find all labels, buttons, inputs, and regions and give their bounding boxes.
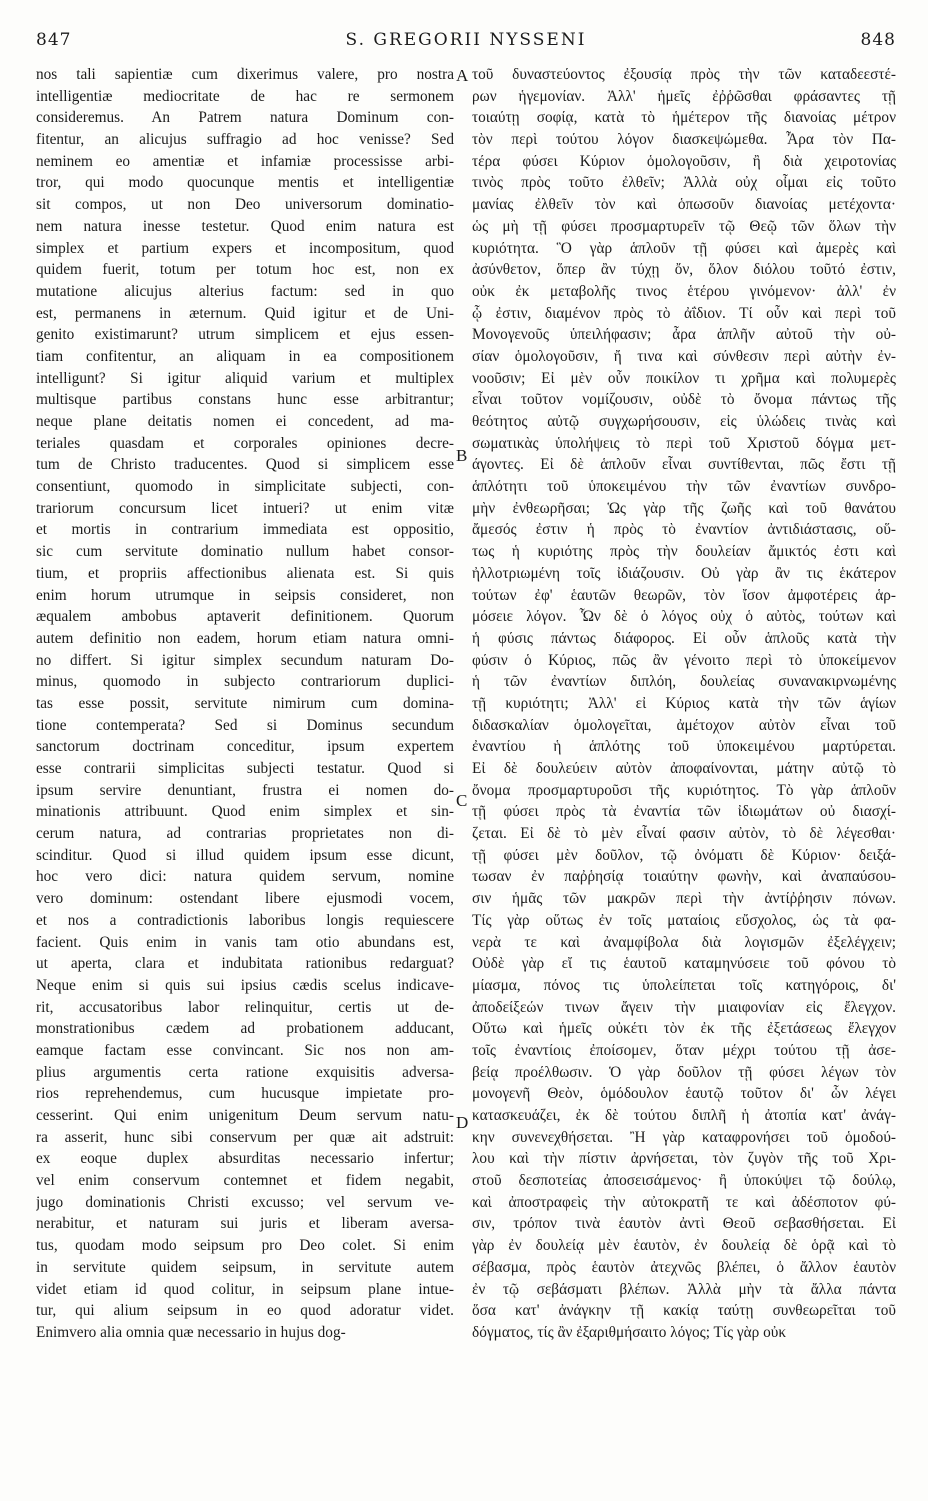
greek-text-line: Οὐδὲ γὰρ εἴ τις ἑαυτοῦ καταμηνύσειε τοῦ φόνου τὸ bbox=[472, 955, 896, 973]
greek-text-line: ἀσύνθετον, ὅπερ ἂν τύχῃ ὄν, ὅλον διόλου τοῦτό ἐστιν, bbox=[472, 261, 896, 279]
latin-text-line: est, permanens in æternum. Quid igitur et de Uni- bbox=[36, 304, 454, 322]
greek-text-line: σιν, τρόπον τινὰ ἑαυτὸν ἀντὶ Θεοῦ σεβασθήσεται. Εἰ bbox=[472, 1215, 896, 1233]
greek-column bbox=[472, 64, 896, 1494]
section-marker-d: D bbox=[456, 1113, 469, 1132]
greek-text-line: τέρα φύσει Κύριον ὁμολογοῦσιν, ἢ διὰ χειροτονίας bbox=[472, 152, 896, 170]
running-title: S. GREGORII NYSSENI bbox=[345, 30, 587, 50]
latin-text-line: et nos a contradictionis laboribus longis requiescere bbox=[36, 911, 454, 929]
greek-text-line: σωματικὰς ὑπολήψεις τὸ περὶ τοῦ Χριστοῦ δόγμα μετ- bbox=[472, 434, 896, 452]
greek-text-line: εἶναι τοῦτον νομίζουσιν, οὐδὲ τὸ ὄνομα πάντως τῆς bbox=[472, 391, 896, 409]
section-marker-b: B bbox=[456, 446, 468, 465]
latin-text-line: sit compos, ut non Deo universorum dominatio- bbox=[36, 196, 454, 214]
greek-text-line: ἠλλοτριωμένη τοῖς ἰδιάζουσιν. Οὐ γὰρ ἂν τις ἑκάτερον bbox=[472, 564, 896, 582]
latin-text-line: sic cum servitute dominatio nullum habet consor- bbox=[36, 543, 454, 561]
page-number-right: 848 bbox=[860, 30, 896, 50]
greek-text-line: θεότητος αὐτῷ συγχωρήσουσιν, εἰς ὑλώδεις τινὰς καὶ bbox=[472, 413, 896, 430]
greek-text-line: τως ἡ κυριότης πρὸς τὴν δουλείαν ἄμικτός ἐστι καὶ bbox=[472, 543, 896, 561]
latin-text-line: trariorum concursum licet intueri? ut enim vitæ bbox=[36, 499, 454, 517]
greek-text-line: ἁπλότητι τοῦ ὑποκειμένου τὴν τῶν ἐναντίων συνδρο- bbox=[472, 478, 896, 496]
latin-text-line: et mortis in contrarium immediata est oppositio, bbox=[36, 521, 454, 539]
greek-text-line: Οὕτω καὶ ἡμεῖς οὐκέτι τὸν ἐκ τῆς ἐξετάσεως ἔλεγχον bbox=[472, 1020, 896, 1038]
latin-text-line: tum de Christo traducentes. Quod si simplicem esse bbox=[36, 456, 454, 474]
latin-text-line: tror, qui modo quocunque mentis et intelligentiæ bbox=[36, 174, 454, 192]
latin-text-line: tas esse possit, servitute nimirum cum domina- bbox=[36, 694, 454, 712]
greek-text-line: Τίς γὰρ οὕτως ἐν τοῖς ματαίοις εὔσχολος, ὡς τὰ φα- bbox=[472, 911, 896, 929]
greek-text-line: μονογενῆ Θεὸν, ὁμόδουλον ἑαυτῷ τοῦτον δι' ὧν λέγει bbox=[472, 1085, 896, 1103]
latin-text-line: neque plane deitatis nomen ei concedent, ad ma- bbox=[36, 413, 454, 430]
greek-text-line: γὰρ ἐν δουλείᾳ μὲν ἑαυτὸν, ἐν δουλείᾳ δὲ ὁρᾷ καὶ τὸ bbox=[472, 1237, 896, 1255]
greek-text-line: ὄνομα προσμαρτυροῦσι τῆς κυριότητος. Τὸ γὰρ ἁπλοῦν bbox=[472, 781, 896, 799]
greek-text-line: ζεται. Εἰ δὲ τὸ μὲν εἶναί φασιν αὐτὸν, τὸ δὲ λέγεσθαι· bbox=[472, 825, 896, 843]
latin-text-line: monstrationibus cædem ad probationem adducant, bbox=[36, 1020, 454, 1038]
latin-text-line: videt etiam id quod colitur, in seipsum plane intue- bbox=[36, 1280, 454, 1298]
greek-text-line: μὴν ἐνθεωρῆσαι; Ὡς γὰρ τῆς ζωῆς καὶ τοῦ θανάτου bbox=[472, 499, 896, 517]
greek-text-line: ὅσα κατ' ἀνάγκην τῇ κακίᾳ ταύτῃ συνθεωρεῖται τοῦ bbox=[472, 1302, 896, 1320]
greek-text-line: ὡς μὴ τῇ φύσει προσμαρτυρεῖν τῷ Θεῷ τῶν ὅλων τὴν bbox=[472, 217, 896, 235]
greek-text-line: φύσιν ὁ Κύριος, πῶς ἂν γένοιτο περὶ τὸ ὑποκείμενον bbox=[472, 651, 896, 669]
section-marker-c: C bbox=[456, 791, 468, 810]
greek-text-line: μίασμα, πόνος τις ὑπολείπεται τοῖς κατηγόροις, δι' bbox=[472, 976, 896, 994]
latin-text-line: nos tali sapientiæ cum dixerimus valere, pro nostra bbox=[36, 66, 454, 83]
greek-text-line: τινὸς πρὸς τοῦτο ἐλθεῖν; Ἀλλὰ οὐχ οἶμαι εἰς τοῦτο bbox=[472, 174, 896, 192]
greek-text-line: καὶ ἀποστραφεὶς τὴν αὐτοκρατῆ τε καὶ ἀδέσποτον φύ- bbox=[472, 1193, 896, 1211]
latin-text-line: tium, et propriis affectionibus alienata est. Si quis bbox=[36, 564, 454, 582]
latin-text-line: cerum natura, ad contrarias proprietates non di- bbox=[36, 825, 454, 843]
latin-column bbox=[36, 64, 454, 1494]
latin-text-line: rit, accusatoribus labor relinquitur, certis ut de- bbox=[36, 998, 454, 1016]
greek-text-line: τούτων ἐφ' ἑαυτῶν θεωρῶν, τὸν ἴσον ἀμφοτέρεις ἁρ- bbox=[472, 586, 896, 604]
latin-text-line: fitentur, an alicujus suffragio ad hoc venisse? Sed bbox=[36, 131, 454, 149]
greek-text-line: τὸν περὶ τούτου λόγον διασκεψώμεθα. Ἆρα τὸν Πα- bbox=[472, 131, 896, 149]
greek-text-line: βείᾳ προέλθωσιν. Ὁ γὰρ δοῦλον τῇ φύσει λέγων τὸν bbox=[472, 1063, 896, 1081]
latin-text-line: consideremus. An Patrem natura Dominum con- bbox=[36, 109, 454, 127]
latin-text-line: sanctorum doctrinam conceditur, ipsum expertem bbox=[36, 738, 454, 756]
latin-text-line: simplex et partium expers et incompositum, quod bbox=[36, 239, 454, 257]
latin-text-line: Neque enim si quis sui ipsius cædis scelus indicave- bbox=[36, 976, 454, 994]
latin-text-line: Enimvero alia omnia quæ necessario in hujus dog- bbox=[36, 1323, 346, 1341]
latin-text-line: esse contrarii simplicitas subjecti testatur. Quod si bbox=[36, 760, 454, 777]
greek-text-line: μανίας ἐλθεῖν τὸν καὶ ὁπωσοῦν διανοίας μετέχοντα· bbox=[472, 196, 896, 214]
latin-text-line: rios reprehendemus, cum hucusque impietate pro- bbox=[36, 1085, 454, 1103]
greek-text-line: τοιαύτῃ σοφίᾳ, κατὰ τὸ ἡμέτερον τῆς διανοίας μέτρον bbox=[472, 109, 896, 127]
greek-text-line: ἀποδείξεών τινων ἄγειν τὴν μιαιφονίαν εἰς ἔλεγχον. bbox=[472, 998, 896, 1016]
latin-text-line: intelligunt? Si igitur aliquid varium et multiplex bbox=[36, 369, 454, 387]
greek-text-line: σέβασμα, πρὸς ἑαυτὸν ἀτεχνῶς βλέπει, ὁ ἄλλον ἑαυτὸν bbox=[472, 1258, 896, 1276]
latin-text-line: quidem fuerit, totum per totum hoc est, non ex bbox=[36, 261, 454, 279]
latin-text-line: in servitute quidem seipsum, in servitute autem bbox=[36, 1258, 454, 1276]
latin-text-line: intelligentiæ mediocritate de hac re sermonem bbox=[36, 87, 454, 105]
greek-text-line: διδασκαλίαν ὁμολογεῖται, ἀμέτοχον αὐτὸν εἶναι τοῦ bbox=[472, 716, 896, 734]
latin-text-line: vero dominum: ostendant libere ejusmodi vocem, bbox=[36, 890, 454, 908]
section-marker-a: A bbox=[456, 66, 469, 85]
greek-text-line: ᾧ ἐστιν, διαμένον πρὸς τὸ ἀΐδιον. Τί οὖν καὶ περὶ τοῦ bbox=[472, 304, 896, 322]
greek-text-line: οὐκ ἐκ μεταβολῆς τινος ἑτέρου γινόμενον· ἀλλ' ἐν bbox=[472, 282, 896, 300]
latin-text-line: eamque factam esse convincant. Sic nos non am- bbox=[36, 1041, 454, 1059]
greek-text-line: τῇ φύσει πρὸς τὰ ἐναντία τῶν ἰδιωμάτων οὐ διασχί- bbox=[472, 803, 896, 821]
greek-text-line: ἐν τῷ σεβάσματι βλέπων. Ἀλλὰ μὴν τὰ ἄλλα πάντα bbox=[472, 1280, 896, 1298]
greek-text-line: ἡ τῶν ἐναντίων διπλόη, δουλείας συνανακιρνωμένης bbox=[472, 673, 896, 691]
greek-text-line: τῇ φύσει μὲν δοῦλον, τῷ ὀνόματι δὲ Κύριον· δειξά- bbox=[472, 846, 896, 864]
running-header bbox=[36, 26, 896, 54]
page-number-left: 847 bbox=[36, 30, 72, 50]
greek-text-line: τοῦ δυναστεύοντος ἐξουσίᾳ πρὸς τὴν τῶν καταδεεστέ- bbox=[472, 66, 896, 83]
greek-text-line: ἐναντίου ἡ ἁπλότης τοῦ ὑποκειμένου μαρτύρεται. bbox=[472, 738, 896, 756]
latin-text-line: ipsum servire denuntiant, frustra ei nomen do- bbox=[36, 781, 454, 799]
latin-text-line: plius argumentis certa ratione exquisitis adversa- bbox=[36, 1063, 454, 1081]
greek-text-line: ρων ἡγεμονίαν. Ἀλλ' ἡμεῖς ἐῤῥῶσθαι φράσαντες τῇ bbox=[472, 87, 896, 105]
greek-text-line: στοῦ δεσποτείας ἀποσεισάμενος· ἢ ὑποκύψει τῷ δούλῳ, bbox=[472, 1172, 896, 1190]
greek-text-line: δόγματος, τίς ἂν ἐξαριθμήσαιτο λόγος; Τίς γὰρ οὐκ bbox=[472, 1323, 787, 1341]
latin-text-line: ra asserit, hunc sibi conservum per quæ ait adstruit: bbox=[36, 1128, 454, 1146]
greek-text-line: ἡ φύσις πάντως διάφορος. Εἰ οὖν ἁπλοῦς κατὰ τὴν bbox=[472, 629, 896, 647]
greek-text-line: σίαν ὁμολογοῦσιν, ἤ τινα καὶ σύνθεσιν περὶ αὐτὴν ἐν- bbox=[472, 347, 896, 365]
latin-text-line: nerabitur, et naturam sui juris et liberam aversa- bbox=[36, 1215, 454, 1233]
latin-text-line: genito existimarunt? utrum simplicem et ejus essen- bbox=[36, 326, 454, 344]
greek-text-line: τωσαν ἐν παῤῥησίᾳ τοιαύτην φωνὴν, καὶ ἀναπαύσου- bbox=[472, 868, 896, 886]
greek-text-line: κυριότητα. Ὃ γὰρ ἁπλοῦν τῇ φύσει καὶ ἀμερὲς καὶ bbox=[472, 239, 896, 257]
greek-text-line: τοῖς ἐναντίοις ἐποίσομεν, ὅταν μέχρι τούτου τῇ ἀσε- bbox=[472, 1041, 896, 1059]
greek-text-line: άγοντες. Εἰ δὲ ἁπλοῦν εἶναι συντίθενται, πῶς ἔστι τῇ bbox=[472, 456, 896, 474]
latin-text-line: mutatione alicujus alterius factum: sed in quo bbox=[36, 282, 454, 300]
latin-text-line: enim horum utrumque in seipsis consideret, non bbox=[36, 586, 454, 604]
greek-text-line: Μονογενοῦς ὑπειλήφασιν; ἆρα ἁπλῆν αὐτοῦ τὴν οὐ- bbox=[472, 326, 896, 344]
greek-text-line: λου καὶ τὴν πίστιν ἀρνήσεται, τὸν ζυγὸν τῆς τοῦ Χρι- bbox=[472, 1150, 896, 1168]
greek-text-line: τῇ κυριότητι; Ἀλλ' εἰ Κύριος κατὰ τὴν τῶν ἁγίων bbox=[472, 694, 896, 712]
latin-text-line: jugo dominationis Christi excusso; vel servum ve- bbox=[36, 1193, 454, 1211]
latin-text-line: teriales quasdam et corporales opiniones decre- bbox=[36, 434, 454, 452]
greek-text-line: Εἰ δὲ δουλεύειν αὐτὸν ἀποφαίνονται, μάτην αὐτῷ τὸ bbox=[472, 760, 896, 777]
latin-text-line: ut aperta, clara et indubitata rationibus redarguat? bbox=[36, 955, 454, 973]
latin-text-line: minationis attribuunt. Quod enim simplex et sin- bbox=[36, 803, 454, 821]
greek-text-line: μόσειε λόγον. Ὧν δὲ ὁ λόγος οὐχ ὁ αὐτὸς, τούτων καὶ bbox=[472, 608, 896, 626]
latin-text-line: tus, quodam modo seipsum pro Deo colet. Si enim bbox=[36, 1237, 454, 1255]
latin-text-line: tiam confitentur, an aliquam in ea compositionem bbox=[36, 347, 454, 365]
latin-text-line: vel enim conservum contemnet et fidem negabit, bbox=[36, 1172, 454, 1190]
latin-text-line: neminem eo amentiæ et infamiæ processisse arbi- bbox=[36, 152, 454, 170]
latin-text-line: facient. Quis enim in vanis tam otio abundans est, bbox=[36, 933, 454, 951]
greek-text-line: νοοῦσιν; Εἰ μὲν οὖν ποικίλον τι χρῆμα καὶ πολυμερὲς bbox=[472, 369, 896, 387]
latin-text-line: autem definitio non eadem, horum etiam natura omni- bbox=[36, 629, 454, 647]
latin-text-line: ex eoque duplex absurditas necessario infertur; bbox=[36, 1150, 454, 1168]
greek-text-line: κατασκευάζει, ἐκ δὲ τούτου διπλῆ ἡ ἀτοπία κατ' ἀνάγ- bbox=[472, 1107, 896, 1124]
latin-text-line: cesserint. Qui enim unigenitum Deum servum natu- bbox=[36, 1107, 454, 1124]
greek-text-line: νερὰ τε καὶ ἀναμφίβολα διὰ λογισμῶν ἐξελέγχειν; bbox=[472, 933, 896, 951]
latin-text-line: consentiunt, quomodo in simplicitate subjecti, con- bbox=[36, 478, 454, 496]
latin-text-line: hoc vero dici: natura quidem servum, nomine bbox=[36, 868, 454, 886]
latin-text-line: no differt. Si igitur simplex secundum naturam Do- bbox=[36, 651, 454, 669]
latin-text-line: tur, qui alium seipsum in eo quod adoratur videt. bbox=[36, 1302, 454, 1320]
latin-text-line: æqualem ambobus aptaverit definitionem. Quorum bbox=[36, 608, 454, 626]
latin-text-line: nem natura inesse testetur. Quod enim natura est bbox=[36, 217, 454, 235]
latin-text-line: tione contemperata? Sed si Dominus secundum bbox=[36, 716, 454, 734]
greek-text-line: κην συνενεχθήσεται. Ἢ γὰρ καταφρονήσει τοῦ ὁμοδού- bbox=[472, 1128, 896, 1146]
greek-text-line: σιν ἡμᾶς τῶν μακρῶν περὶ τὴν ἀντίῤῥησιν πόνων. bbox=[472, 890, 896, 908]
latin-text-line: scinditur. Quod si illud quidem ipsum esse dicunt, bbox=[36, 846, 454, 864]
latin-text-line: minus, quomodo in subjecto contrariorum duplici- bbox=[36, 673, 454, 691]
greek-text-line: ἄμεσός ἐστιν ἡ πρὸς τὸ ἐναντίον ἀντιδιάστασις, οὕ- bbox=[472, 521, 896, 539]
latin-text-line: multisque partibus constans hunc esse arbitrantur; bbox=[36, 391, 454, 409]
